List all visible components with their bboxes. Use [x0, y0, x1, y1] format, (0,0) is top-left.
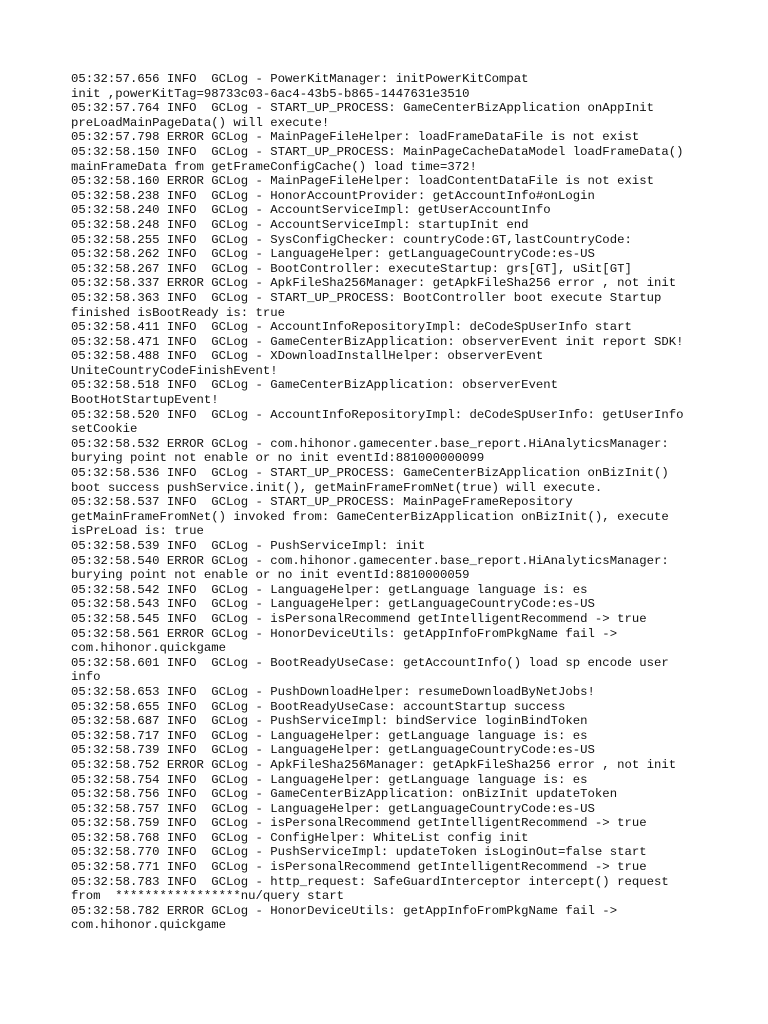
log-line: BootHotStartupEvent! — [71, 393, 219, 408]
log-line: 05:32:58.770 INFO GCLog - PushServiceImpl: updateToken isLoginOut=false start — [71, 845, 647, 860]
log-line: 05:32:58.687 INFO GCLog - PushServiceImpl: bindService loginBindToken — [71, 714, 588, 729]
log-line: 05:32:58.768 INFO GCLog - ConfigHelper: WhiteList config init — [71, 830, 529, 845]
log-line: 05:32:58.655 INFO GCLog - BootReadyUseCase: accountStartup success — [71, 699, 566, 714]
log-line: setCookie — [71, 422, 138, 437]
log-line: mainFrameData from getFrameConfigCache() load time=372! — [71, 159, 477, 174]
log-line: 05:32:58.240 INFO GCLog - AccountServiceImpl: getUserAccountInfo — [71, 203, 551, 218]
log-line: 05:32:58.471 INFO GCLog - GameCenterBizApplication: observerEvent init report SDK! — [71, 334, 684, 349]
log-line: 05:32:58.337 ERROR GCLog - ApkFileSha256Manager: getApkFileSha256 error , not init — [71, 276, 677, 291]
log-line: 05:32:58.771 INFO GCLog - isPersonalRecommend getIntelligentRecommend -> true — [71, 860, 647, 875]
log-line: 05:32:58.518 INFO GCLog - GameCenterBizApplication: observerEvent — [71, 378, 559, 393]
log-line: 05:32:58.756 INFO GCLog - GameCenterBizApplication: onBizInit updateToken — [71, 787, 618, 802]
log-line: 05:32:58.160 ERROR GCLog - MainPageFileHelper: loadContentDataFile is not exist — [71, 174, 654, 189]
log-line: 05:32:58.267 INFO GCLog - BootController: executeStartup: grs[GT], uSit[GT] — [71, 261, 632, 276]
log-line: 05:32:58.545 INFO GCLog - isPersonalRecommend getIntelligentRecommend -> true — [71, 611, 647, 626]
log-line: 05:32:58.601 INFO GCLog - BootReadyUseCase: getAccountInfo() load sp encode user — [71, 655, 669, 670]
log-line: isPreLoad is: true — [71, 524, 204, 539]
log-line: 05:32:58.561 ERROR GCLog - HonorDeviceUtils: getAppInfoFromPkgName fail -> — [71, 626, 618, 641]
log-line: preLoadMainPageData() will execute! — [71, 115, 330, 130]
log-line: 05:32:58.537 INFO GCLog - START_UP_PROCESS: MainPageFrameRepository — [71, 495, 573, 510]
log-line: 05:32:58.536 INFO GCLog - START_UP_PROCESS: GameCenterBizApplication onBizInit() — [71, 466, 669, 481]
log-line: 05:32:58.238 INFO GCLog - HonorAccountProvider: getAccountInfo#onLogin — [71, 188, 595, 203]
log-line: com.hihonor.quickgame — [71, 918, 226, 933]
log-line: 05:32:58.739 INFO GCLog - LanguageHelper: getLanguageCountryCode:es-US — [71, 743, 595, 758]
log-line: 05:32:58.539 INFO GCLog - PushServiceImpl: init — [71, 539, 426, 553]
log-line: 05:32:57.656 INFO GCLog - PowerKitManager: initPowerKitCompat — [71, 72, 529, 86]
log-line: 05:32:57.798 ERROR GCLog - MainPageFileHelper: loadFrameDataFile is not exist — [71, 130, 640, 145]
log-line: 05:32:58.543 INFO GCLog - LanguageHelper: getLanguageCountryCode:es-US — [71, 597, 595, 612]
log-line: finished isBootReady is: true — [71, 305, 286, 320]
log-line: init ,powerKitTag=98733c03-6ac4-43b5-b865-1447631e3510 — [71, 86, 470, 101]
log-line: 05:32:58.411 INFO GCLog - AccountInfoRepositoryImpl: deCodeSpUserInfo start — [71, 320, 632, 335]
log-line: info — [71, 670, 101, 685]
log-line: 05:32:58.754 INFO GCLog - LanguageHelper: getLanguage language is: es — [71, 772, 588, 787]
log-line: 05:32:58.782 ERROR GCLog - HonorDeviceUtils: getAppInfoFromPkgName fail -> — [71, 903, 618, 918]
log-line: 05:32:58.783 INFO GCLog - http_request: SafeGuardInterceptor intercept() request — [71, 874, 669, 889]
log-line: 05:32:58.653 INFO GCLog - PushDownloadHelper: resumeDownloadByNetJobs! — [71, 684, 595, 699]
log-line: 05:32:58.752 ERROR GCLog - ApkFileSha256Manager: getApkFileSha256 error , not init — [71, 757, 677, 772]
log-line: 05:32:58.757 INFO GCLog - LanguageHelper: getLanguageCountryCode:es-US — [71, 801, 595, 816]
log-line: boot success pushService.init(), getMainFrameFromNet(true) will execute. — [71, 480, 603, 495]
log-line: com.hihonor.quickgame — [71, 641, 226, 656]
log-line: 05:32:58.520 INFO GCLog - AccountInfoRepositoryImpl: deCodeSpUserInfo: getUserInfo — [71, 407, 684, 422]
log-line: 05:32:58.248 INFO GCLog - AccountServiceImpl: startupInit end — [71, 217, 529, 232]
log-line: 05:32:58.150 INFO GCLog - START_UP_PROCESS: MainPageCacheDataModel loadFrameData() — [71, 144, 684, 159]
log-line: 05:32:58.717 INFO GCLog - LanguageHelper: getLanguage language is: es — [71, 728, 588, 743]
log-line: 05:32:58.488 INFO GCLog - XDownloadInstallHelper: observerEvent — [71, 349, 544, 364]
log-line: from *****************nu/query start — [71, 889, 345, 904]
log-text-block — [71, 72, 711, 933]
log-line: burying point not enable or no init eventId:881000000099 — [71, 451, 485, 466]
log-line: 05:32:58.540 ERROR GCLog - com.hihonor.gamecenter.base_report.HiAnalyticsManager: — [71, 553, 669, 568]
log-line: 05:32:58.759 INFO GCLog - isPersonalRecommend getIntelligentRecommend -> true — [71, 816, 647, 831]
log-line: 05:32:58.542 INFO GCLog - LanguageHelper: getLanguage language is: es — [71, 582, 588, 597]
log-line: getMainFrameFromNet() invoked from: GameCenterBizApplication onBizInit(), execute — [71, 509, 669, 524]
log-line: UniteCountryCodeFinishEvent! — [71, 363, 278, 378]
log-line: 05:32:58.532 ERROR GCLog - com.hihonor.gamecenter.base_report.HiAnalyticsManager: — [71, 436, 669, 451]
log-line: 05:32:58.363 INFO GCLog - START_UP_PROCESS: BootController boot execute Startup — [71, 290, 662, 305]
log-line: burying point not enable or no init eventId:8810000059 — [71, 568, 470, 583]
log-line: 05:32:58.255 INFO GCLog - SysConfigChecker: countryCode:GT,lastCountryCode: — [71, 232, 632, 247]
log-line: 05:32:57.764 INFO GCLog - START_UP_PROCESS: GameCenterBizApplication onAppInit — [71, 101, 654, 116]
log-line: 05:32:58.262 INFO GCLog - LanguageHelper: getLanguageCountryCode:es-US — [71, 247, 595, 262]
